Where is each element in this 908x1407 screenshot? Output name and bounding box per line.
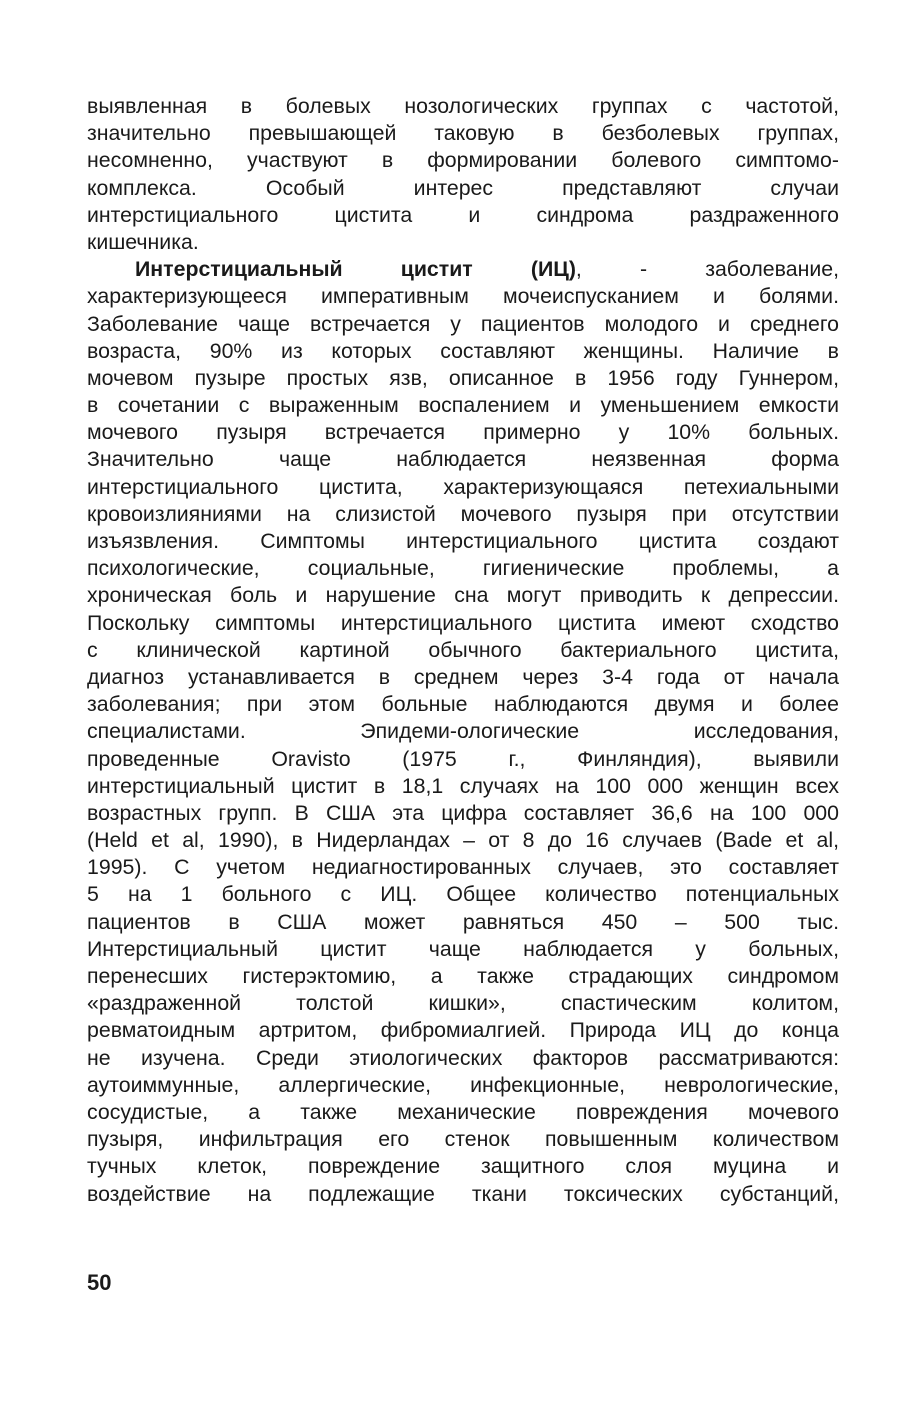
text-line: мочевого пузыря встречается примерно у 10% больных.	[87, 420, 839, 445]
text-line: возрастных групп. В США эта цифра составляет 36,6 на 100 000	[87, 800, 839, 825]
text-line: выявленная в болевых нозологических группах с частотой,	[87, 94, 839, 118]
text-line: воздействие на подлежащие ткани токсических субстанций,	[87, 1181, 839, 1206]
text-line: проведенные Oravisto (1975 г., Финляндия), выявили	[87, 746, 839, 771]
body-text	[87, 93, 839, 1208]
text-line: тучных клеток, повреждение защитного слоя муцина и	[87, 1154, 839, 1179]
text-line: мочевом пузыре простых язв, описанное в 1956 году Гуннером,	[87, 365, 839, 390]
text-line: пациентов в США может равняться 450 – 500 тыс.	[87, 909, 839, 934]
text-line: изъязвления. Симптомы интерстициального цистита создают	[87, 529, 839, 553]
text-line: психологические, социальные, гигиенические проблемы, а	[87, 556, 839, 581]
text-line: 1995). С учетом недиагностированных случаев, это составляет	[87, 855, 839, 880]
text-line: хроническая боль и нарушение сна могут приводить к депрессии.	[87, 583, 839, 608]
term-heading: Интерстициальный цистит (ИЦ)	[135, 257, 576, 282]
text-line: диагноз устанавливается в среднем через 3-4 года от начала	[87, 664, 839, 689]
text-line: Заболевание чаще встречается у пациентов молодого и среднего	[87, 311, 839, 336]
text-line: Поскольку симптомы интерстициального цистита имеют сходство	[87, 610, 839, 635]
text-line: комплекса. Особый интерес представляют случаи	[87, 175, 839, 200]
text-line: Значительно чаще наблюдается неязвенная форма	[87, 447, 839, 472]
text-line: интерстициального цистита, характеризующаяся петехиальными	[87, 474, 839, 499]
text-line: специалистами. Эпидеми-ологические исследования,	[87, 719, 839, 744]
text-line: «раздраженной толстой кишки», спастическим колитом,	[87, 991, 839, 1016]
text-line: возраста, 90% из которых составляют женщины. Наличие в	[87, 338, 839, 363]
text-line: 5 на 1 больного с ИЦ. Общее количество потенциальных	[87, 882, 839, 907]
text-line: Интерстициальный цистит чаще наблюдается у больных,	[87, 936, 839, 961]
text-line: заболевания; при этом больные наблюдаются двумя и более	[87, 692, 839, 717]
text-line: интерстициального цистита и синдрома раздраженного	[87, 202, 839, 227]
text-line: несомненно, участвуют в формировании болевого симптомо-	[87, 148, 839, 173]
text-line: кишечника.	[87, 229, 199, 254]
text-line: перенесших гистерэктомию, а также страдающих синдромом	[87, 964, 839, 988]
paragraph-1	[87, 93, 839, 256]
paragraph-lead-line	[87, 256, 839, 283]
text-line: сосудистые, а также механические повреждения мочевого	[87, 1099, 839, 1124]
text-line: значительно превышающей таковую в безболевых группах,	[87, 121, 839, 146]
text-line: пузыря, инфильтрация его стенок повышенным количеством	[87, 1127, 839, 1152]
text-line: интерстициальный цистит в 18,1 случаях на 100 000 женщин всех	[87, 773, 839, 798]
text-line: в сочетании с выраженным воспалением и уменьшением емкости	[87, 393, 839, 418]
text-line: аутоиммунные, аллергические, инфекционные, неврологические,	[87, 1072, 839, 1097]
text-line: характеризующееся императивным мочеиспусканием и болями.	[87, 284, 839, 309]
page-number: 50	[87, 1270, 112, 1295]
text-line: ревматоидным артритом, фибромиалгией. Природа ИЦ до конца	[87, 1018, 839, 1043]
text-line: (Held et al, 1990), в Нидерландах – от 8 до 16 случаев (Bade et al,	[87, 828, 839, 853]
lead-text: , - заболевание,	[575, 257, 839, 282]
paragraph-2	[87, 256, 839, 1208]
text-line: не изучена. Среди этиологических факторов рассматриваются:	[87, 1045, 839, 1070]
text-line: кровоизлияниями на слизистой мочевого пузыря при отсутствии	[87, 501, 839, 526]
text-line: с клинической картиной обычного бактериального цистита,	[87, 637, 839, 662]
